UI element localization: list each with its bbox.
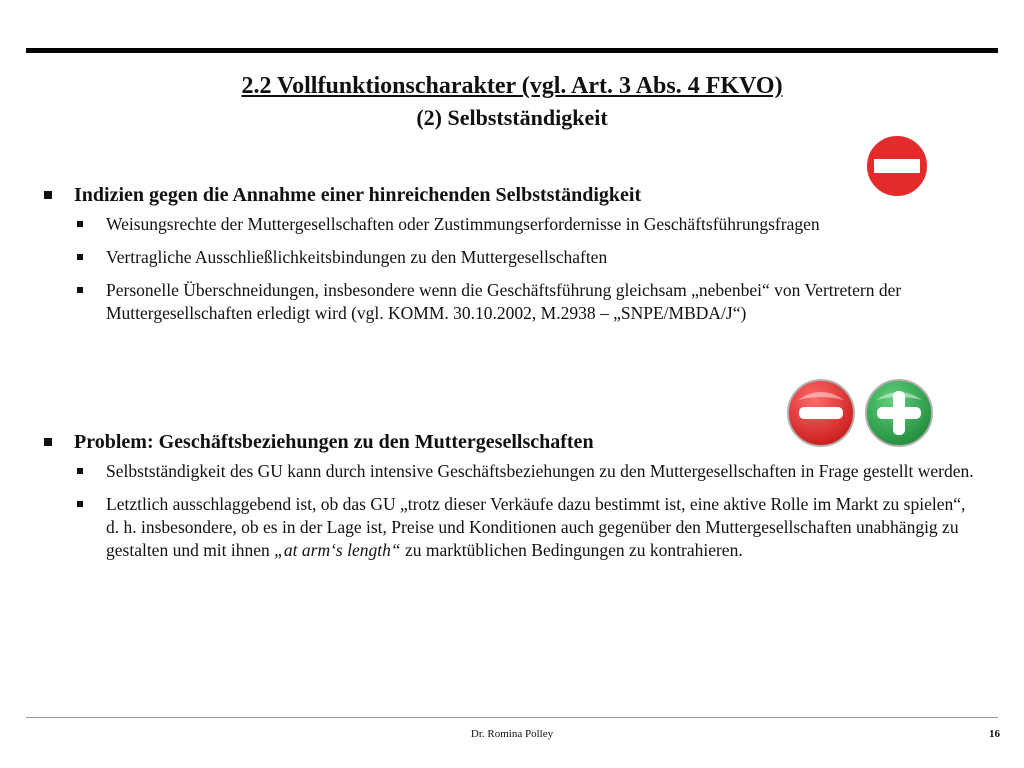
list-item [40,213,980,236]
bullet-square [77,221,83,227]
bullet-square [44,191,52,199]
bullet-square [77,254,83,260]
section-heading-text: Indizien gegen die Annahme einer hinreichenden Selbstständigkeit [74,184,642,206]
bullet-square [44,438,52,446]
list-item [40,279,980,325]
bullet-square [77,287,83,293]
slide-title: 2.2 Vollfunktionscharakter (vgl. Art. 3 Abs. 4 FKVO) [241,73,783,99]
section-problem [40,428,980,572]
list-item [40,493,980,562]
sub-list [40,460,980,562]
list-item-text: Personelle Überschneidungen, insbesondere wenn die Geschäftsführung gleichsam „nebenbei“ von Vertretern der Muttergesellschaften erledigt wird (vgl. KOMM. 30.10.2002, M.2938 – „SNPE/MBDA/J“) [106,280,902,323]
section-heading-text: Problem: Geschäftsbeziehungen zu den Muttergesellschaften [74,431,594,453]
footer-author: Dr. Romina Polley [470,728,554,740]
list-item-text: Selbstständigkeit des GU kann durch intensive Geschäftsbeziehungen zu den Muttergesellschaften in Frage gestellt werden. [106,461,974,481]
bottom-rule [26,717,998,718]
list-item-text: Vertragliche Ausschließlichkeitsbindungen zu den Muttergesellschaften [106,247,608,267]
list-item-text-after: zu marktüblichen Bedingungen zu kontrahieren. [400,540,743,560]
slide-subtitle: (2) Selbstständigkeit [416,105,608,130]
list-item-text: Weisungsrechte der Muttergesellschaften oder Zustimmungserfordernisse in Geschäftsführungsfragen [106,214,820,234]
list-item [40,246,980,269]
top-rule [26,48,998,53]
bullet-square [77,468,83,474]
section-indizien [40,181,980,335]
list-item-text-before: Letztlich ausschlaggebend ist, ob das GU „trotz dieser Verkäufe dazu bestimmt ist, eine aktive Rolle im Markt zu spielen“, d. h. insbesondere, ob es in der Lage ist, Preise und Konditionen auch gegenüber den Muttergesellschaften unabhängig zu gestalten und mit ihnen [106,494,966,560]
sub-list [40,213,980,325]
bullet-square [77,501,83,507]
list-item-text-italic: „at arm‘s length“ [274,540,401,560]
list-item [40,460,980,483]
section-heading [40,428,980,456]
page-number: 16 [989,728,1000,740]
section-heading [40,181,980,209]
